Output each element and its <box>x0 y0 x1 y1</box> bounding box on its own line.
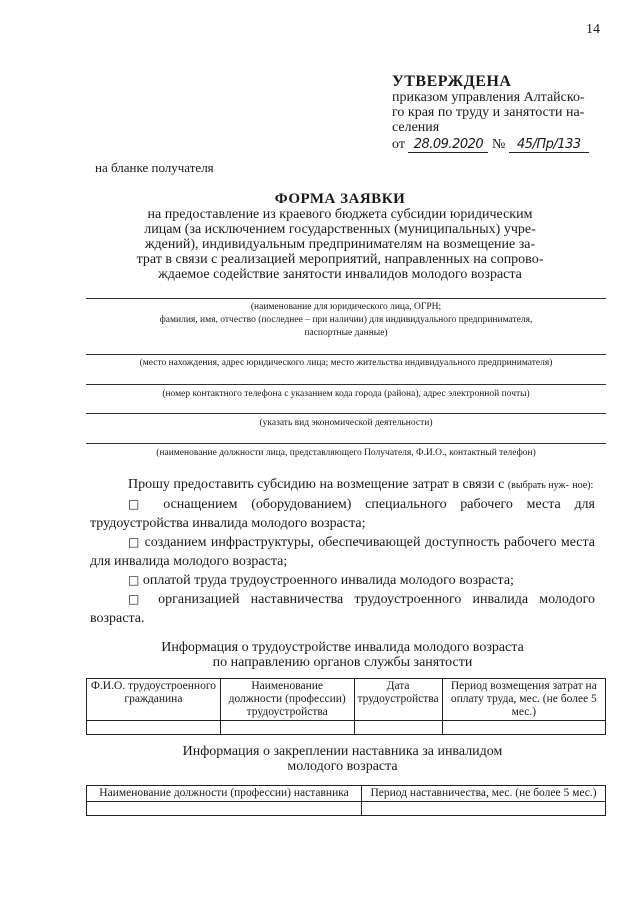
option-4-text: организацией наставничества трудоустроенного инвалида молодого возраста. <box>90 592 596 626</box>
table-header-row <box>87 786 606 802</box>
request-intro-note-a: (выбрать нуж- <box>507 480 569 491</box>
caption-name-2: фамилия, имя, отчество (последнее – при наличии) для индивидуального предпринимателя, <box>159 315 533 325</box>
form-subtitle-2: лицам (за исключением государственных (муниципальных) учре- <box>144 222 536 237</box>
employment-title-1: Информация о трудоустройстве инвалида молодого возраста <box>161 640 524 655</box>
approval-line-1: приказом управления Алтайско- <box>392 90 585 105</box>
fill-line-activity[interactable] <box>86 413 606 414</box>
number-value: 45/Пр/133 <box>509 137 589 153</box>
form-title: ФОРМА ЗАЯВКИ <box>274 191 406 207</box>
cell-fio[interactable] <box>87 721 221 735</box>
cell-date[interactable] <box>354 721 442 735</box>
number-prefix: № <box>491 137 506 152</box>
request-intro-note-b: ное): <box>572 480 594 491</box>
mentor-title-2: молодого возраста <box>287 759 398 774</box>
form-subtitle-5: ждаемое содействие занятости инвалидов молодого возраста <box>158 267 522 282</box>
mentor-table <box>86 785 606 816</box>
date-value: 28.09.2020 <box>408 137 488 153</box>
blank-note: на бланке получателя <box>95 160 214 175</box>
fill-line-name[interactable] <box>86 298 606 299</box>
approval-block <box>392 74 602 153</box>
caption-phone: (номер контактного телефона с указанием кода города (района), адрес электронной почты) <box>162 389 530 399</box>
table-row <box>87 721 606 735</box>
table-row <box>87 802 606 816</box>
checkbox-icon[interactable]: □ <box>128 497 150 511</box>
form-subtitle-1: на предоставление из краевого бюджета субсидии юридическим <box>147 207 533 222</box>
checkbox-icon[interactable]: □ <box>128 535 141 549</box>
table-header-row <box>87 679 606 721</box>
fill-line-address[interactable] <box>86 354 606 355</box>
header-mentor-position: Наименование должности (профессии) наставника <box>87 786 362 802</box>
approval-line-3: селения <box>392 120 440 135</box>
form-subtitle-4: трат в связи с реализацией мероприятий, направленных на сопрово- <box>136 252 544 267</box>
option-1-text: оснащением (оборудованием) специального рабочего места для трудоустройства инвалида молодого возраста; <box>90 497 595 531</box>
page-number: 14 <box>586 22 600 37</box>
date-prefix: от <box>392 137 405 152</box>
fill-line-representative[interactable] <box>86 443 606 444</box>
header-fio: Ф.И.О. трудоустроенного гражданина <box>87 679 221 721</box>
option-3 <box>90 571 595 590</box>
caption-name-1: (наименование для юридического лица, ОГРН; <box>250 302 442 312</box>
option-2 <box>90 533 595 571</box>
caption-representative: (наименование должности лица, представляющего Получателя, Ф.И.О., контактный телефон) <box>156 448 536 458</box>
caption-activity: (указать вид экономической деятельности) <box>259 418 433 428</box>
cell-mentor-period[interactable] <box>362 802 606 816</box>
request-intro <box>90 475 595 495</box>
option-3-text: оплатой труда трудоустроенного инвалида молодого возраста; <box>142 573 514 588</box>
mentor-section-title <box>90 744 595 774</box>
caption-address: (место нахождения, адрес юридического лица; место жительства индивидуального предпринимателя) <box>139 358 553 368</box>
option-1 <box>90 495 595 533</box>
form-subtitle-3: ждений), индивидуальным предпринимателям на возмещение за- <box>144 237 536 252</box>
option-4 <box>90 590 595 628</box>
form-title-block <box>90 192 590 282</box>
checkbox-icon[interactable]: □ <box>128 573 140 587</box>
caption-name <box>86 301 606 340</box>
header-period: Период возмещения затрат на оплату труда, мес. (не более 5 мес.) <box>442 679 605 721</box>
fill-line-phone[interactable] <box>86 384 606 385</box>
cell-mentor-position[interactable] <box>87 802 362 816</box>
employment-table <box>86 678 606 735</box>
approval-date-row <box>392 137 602 153</box>
cell-period[interactable] <box>442 721 605 735</box>
checkbox-icon[interactable]: □ <box>128 592 147 606</box>
caption-name-3: паспортные данные) <box>304 328 388 338</box>
request-intro-text: Прошу предоставить субсидию на возмещение затрат в связи с <box>128 477 505 492</box>
header-position: Наименование должности (профессии) трудоустройства <box>220 679 354 721</box>
request-body <box>90 475 595 628</box>
cell-position[interactable] <box>220 721 354 735</box>
approval-line-2: го края по труду и занятости на- <box>392 105 585 120</box>
header-mentor-period: Период наставничества, мес. (не более 5 мес.) <box>362 786 606 802</box>
approval-title: УТВЕРЖДЕНА <box>392 73 512 90</box>
employment-title-2: по направлению органов службы занятости <box>212 655 473 670</box>
mentor-title-1: Информация о закреплении наставника за инвалидом <box>182 744 503 759</box>
employment-section-title <box>90 640 595 670</box>
option-2-text: созданием инфраструктуры, обеспечивающей доступность рабочего места для инвалида молодого возраста; <box>90 535 595 569</box>
header-date: Дата трудоустройства <box>354 679 442 721</box>
